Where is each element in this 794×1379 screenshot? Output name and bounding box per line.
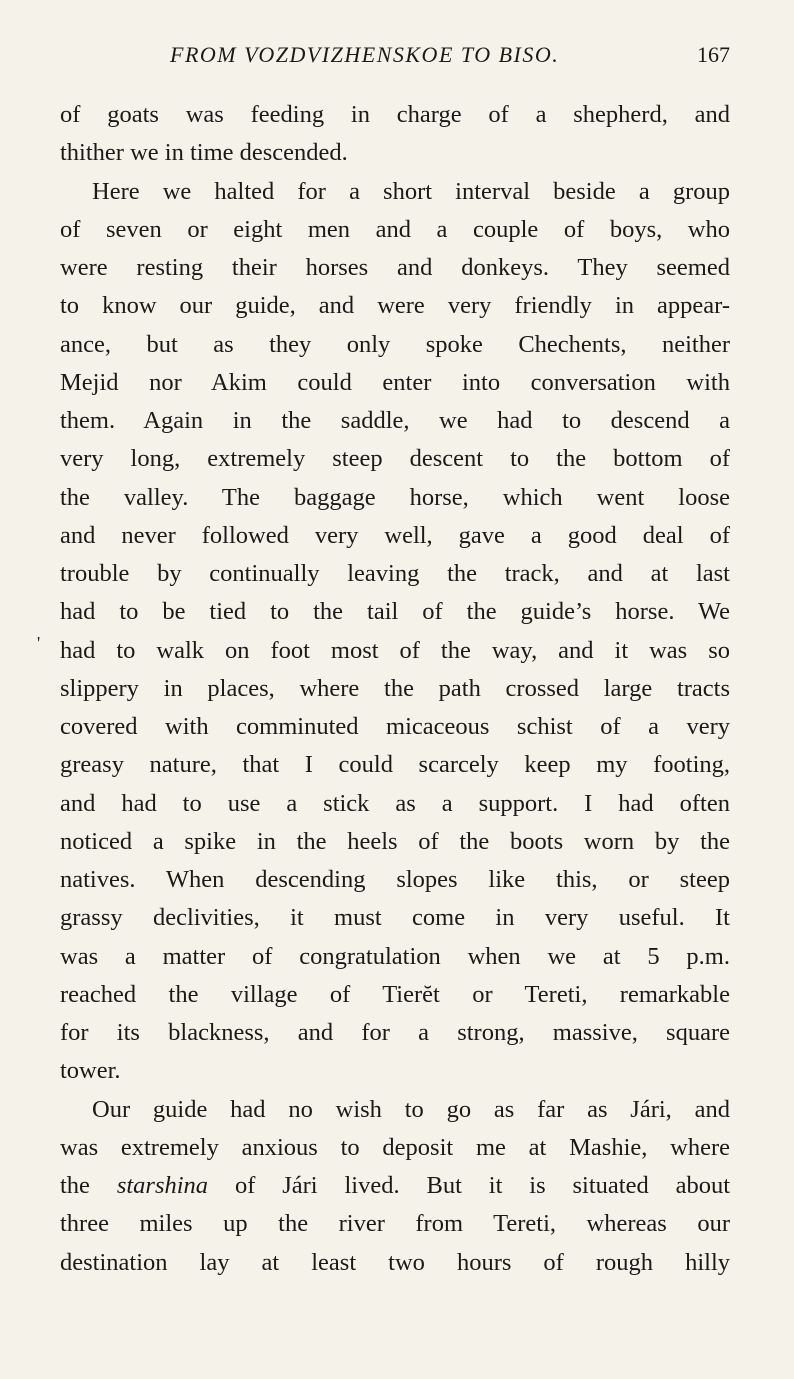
text-line: the valley. The baggage horse, which went loose [60,483,730,511]
text-fragment: of Jári lived. But it is situated about [234,1172,731,1199]
text-line: to know our guide, and were very friendly in appear- [60,292,730,320]
text-line: destination lay at least two hours of rough hilly [60,1248,730,1276]
text-line: three miles up the river from Tereti, whereas our [60,1210,730,1238]
text-line: of seven or eight men and a couple of boys, who [60,215,730,243]
text-line: of goats was feeding in charge of a shepherd, and [60,101,730,128]
text-line: greasy nature, that I could scarcely keep my footing, [60,751,730,779]
text-line: slippery in places, where the path crossed large tracts [60,674,730,702]
text-fragment: the [60,1172,90,1199]
text-line: ance, but as they only spoke Chechents, neither [60,330,730,358]
text-line: noticed a spike in the heels of the boots worn by the [60,827,730,855]
text-line: covered with comminuted micaceous schist of a very [60,713,730,740]
text-line: had to be tied to the tail of the guide’s horse. We [60,598,730,626]
text-line: very long, extremely steep descent to the bottom of [60,445,730,473]
text-line: had to walk on foot most of the way, and it was so [60,636,730,664]
text-line: tower. [60,1057,121,1085]
text-line: was extremely anxious to deposit me at Mashie, where [60,1133,730,1161]
text-line: Here we halted for a short interval beside a group [92,177,730,205]
text-line [60,1167,730,1205]
text-line: trouble by continually leaving the track, and at last [60,560,730,587]
running-head [60,42,730,78]
italic-term: starshina [116,1172,209,1199]
text-line: Our guide had no wish to go as far as Jári, and [92,1095,730,1123]
body-text [60,96,730,1282]
text-line: natives. When descending slopes like this, or steep [60,866,730,893]
text-line: for its blackness, and for a strong, massive, square [60,1019,730,1046]
text-line: and never followed very well, gave a good deal of [60,521,730,549]
text-line: thither we in time descended. [60,139,348,167]
text-line: reached the village of Tierĕt or Tereti, remarkable [60,980,730,1008]
text-line: were resting their horses and donkeys. They seemed [60,254,730,281]
text-line: and had to use a stick as a support. I had often [60,789,730,817]
text-line: grassy declivities, it must come in very useful. It [60,904,730,932]
text-line: Mejid nor Akim could enter into conversation with [60,368,730,396]
page-number: 167 [697,42,730,67]
running-title: FROM VOZDVIZHENSKOE TO BISO. [170,42,560,67]
text-line: was a matter of congratulation when we at 5 p.m. [60,942,730,970]
text-line: them. Again in the saddle, we had to descend a [60,407,730,434]
margin-mark: ' [37,633,41,653]
